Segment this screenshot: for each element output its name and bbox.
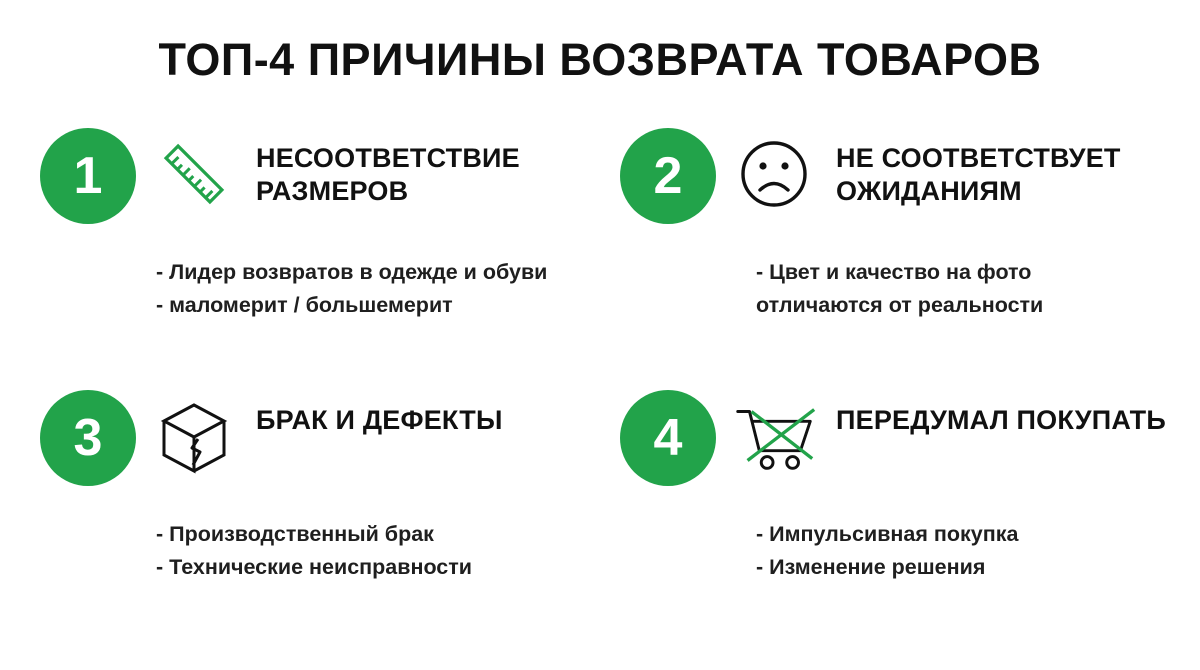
sad-face-icon (726, 126, 822, 222)
page-title: ТОП-4 ПРИЧИНЫ ВОЗВРАТА ТОВАРОВ (158, 34, 1042, 85)
reason-bullets-2 (756, 256, 1174, 321)
reason-bullets-3 (156, 518, 574, 583)
list-item: - Производственный брак (156, 522, 434, 546)
reason-card-1 (0, 126, 600, 388)
reason-number-badge-2: 2 (620, 128, 716, 224)
reason-header-4 (620, 388, 1174, 508)
reason-card-3 (0, 388, 600, 650)
list-item: - Импульсивная покупка (756, 522, 1019, 546)
ruler-icon (146, 126, 242, 222)
reason-header-2 (620, 126, 1174, 246)
list-item: - Изменение решения (756, 554, 986, 579)
damaged-box-icon (146, 388, 242, 484)
reason-card-2 (600, 126, 1200, 388)
bottom-divider (0, 664, 1200, 670)
reason-number-badge-4: 4 (620, 390, 716, 486)
list-item: отличаются от реальности (756, 292, 1044, 317)
reason-heading-3: БРАК И ДЕФЕКТЫ (256, 405, 503, 435)
reason-header-1 (40, 126, 574, 246)
reason-heading-1: НЕСООТВЕТСТВИЕ РАЗМЕРОВ (256, 143, 520, 207)
list-item: - маломерит / большемерит (156, 292, 453, 317)
reason-number-badge-3: 3 (40, 390, 136, 486)
reason-header-3 (40, 388, 574, 508)
reasons-grid (0, 126, 1200, 650)
list-item: - Цвет и качество на фото (756, 260, 1032, 284)
reason-card-4 (600, 388, 1200, 650)
reason-heading-2: НЕ СООТВЕТСТВУЕТ ОЖИДАНИЯМ (836, 143, 1121, 207)
list-item: - Лидер возвратов в одежде и обуви (156, 260, 548, 284)
reason-heading-4: ПЕРЕДУМАЛ ПОКУПАТЬ (836, 405, 1166, 435)
list-item: - Технические неисправности (156, 554, 473, 579)
reason-number-badge-1: 1 (40, 128, 136, 224)
crossed-cart-icon (726, 388, 822, 484)
reason-bullets-4 (756, 518, 1174, 583)
reason-bullets-1 (156, 256, 574, 321)
